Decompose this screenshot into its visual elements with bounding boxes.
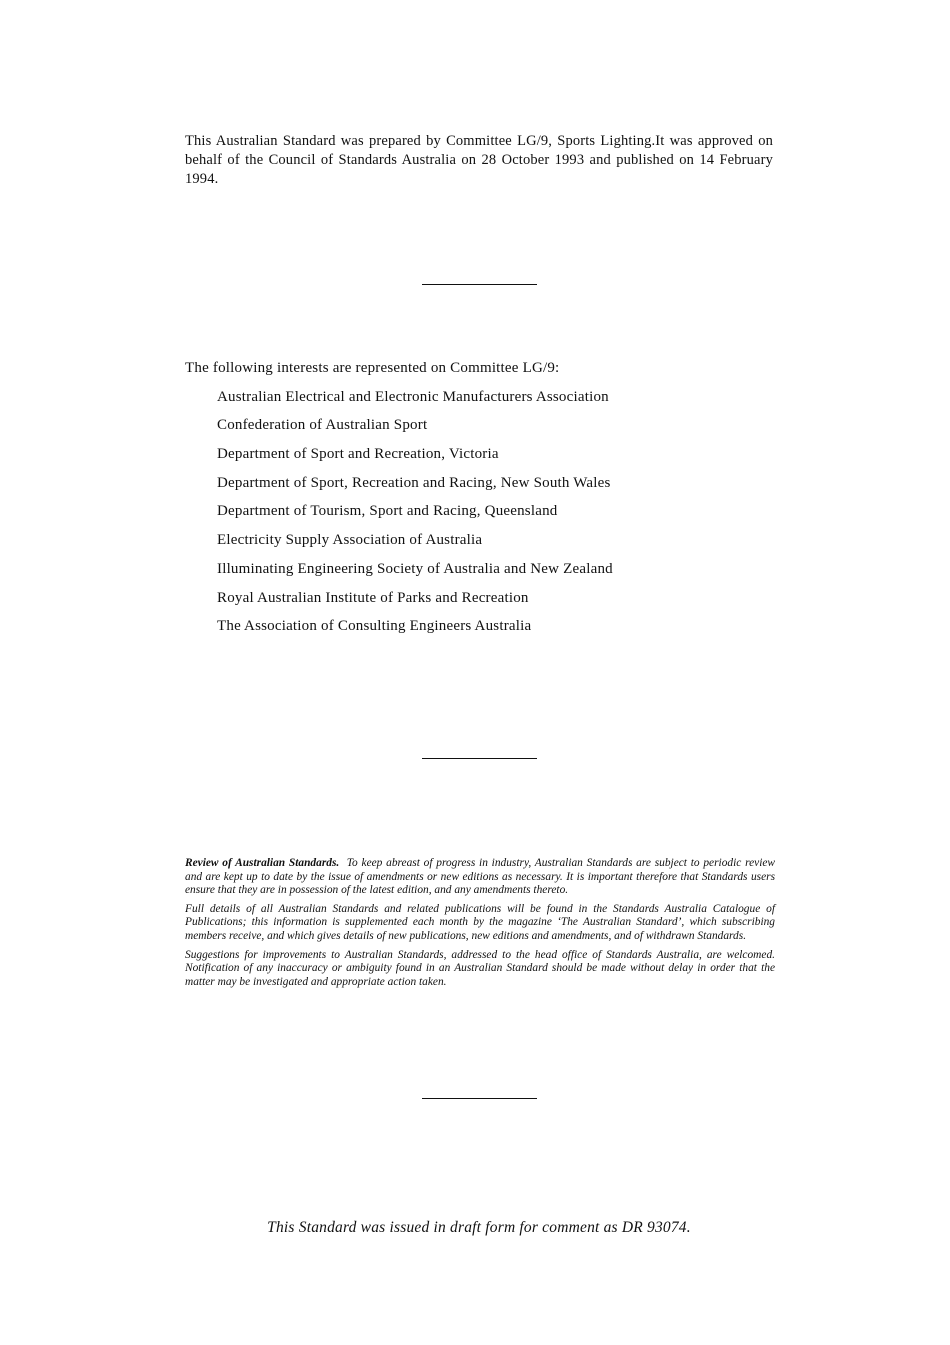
list-item: Royal Australian Institute of Parks and Recreation [217, 589, 529, 606]
review-heading: Review of Australian Standards. [185, 857, 340, 869]
interests-intro: The following interests are represented on Committee LG/9: [185, 360, 560, 376]
list-item: The Association of Consulting Engineers Australia [217, 618, 532, 635]
interests-list [185, 378, 773, 636]
review-paragraph [185, 857, 775, 898]
section-divider [422, 758, 537, 759]
section-divider [422, 1098, 537, 1099]
preparation-statement: This Australian Standard was prepared by Committee LG/9, Sports Lighting.It was approved on behalf of the Council of Standards Australia on 28 October 1993 and published on 14 February 1994. [185, 133, 773, 187]
committee-interests [185, 358, 773, 636]
list-item: Confederation of Australian Sport [217, 417, 428, 434]
draft-note: This Standard was issued in draft form for comment as DR 93074. [267, 1219, 691, 1236]
list-item: Electricity Supply Association of Australia [217, 532, 483, 549]
list-item: Illuminating Engineering Society of Australia and New Zealand [217, 560, 613, 577]
catalogue-paragraph: Full details of all Australian Standards and related publications will be found in the Standards Australia Catalogue of Publications; this information is supplemented each month by the magazine ‘The Australian Standard’, which subscribing members receive, and which gives details of new publications, new editions and amendments, and of withdrawn Standards. [185, 902, 775, 942]
list-item: Department of Sport and Recreation, Victoria [217, 446, 499, 463]
list-item: Department of Tourism, Sport and Racing, Queensland [217, 503, 558, 520]
review-notice [185, 857, 775, 994]
section-divider [422, 284, 537, 285]
suggestions-paragraph: Suggestions for improvements to Australian Standards, addressed to the head office of Standards Australia, are welcomed. Notification of any inaccuracy or ambiguity found in an Australian Standard should be made without delay in order that the matter may be investigated and appropriate action taken. [185, 948, 775, 988]
list-item: Department of Sport, Recreation and Racing, New South Wales [217, 474, 611, 491]
review-body: To keep abreast of progress in industry, Australian Standards are subject to periodic review and are kept up to date by the issue of amendments or new editions as necessary. It is important therefore that Standards users ensure that they are in possession of the latest edition, and any amendments thereto. [185, 857, 776, 897]
list-item: Australian Electrical and Electronic Manufacturers Association [217, 388, 609, 405]
